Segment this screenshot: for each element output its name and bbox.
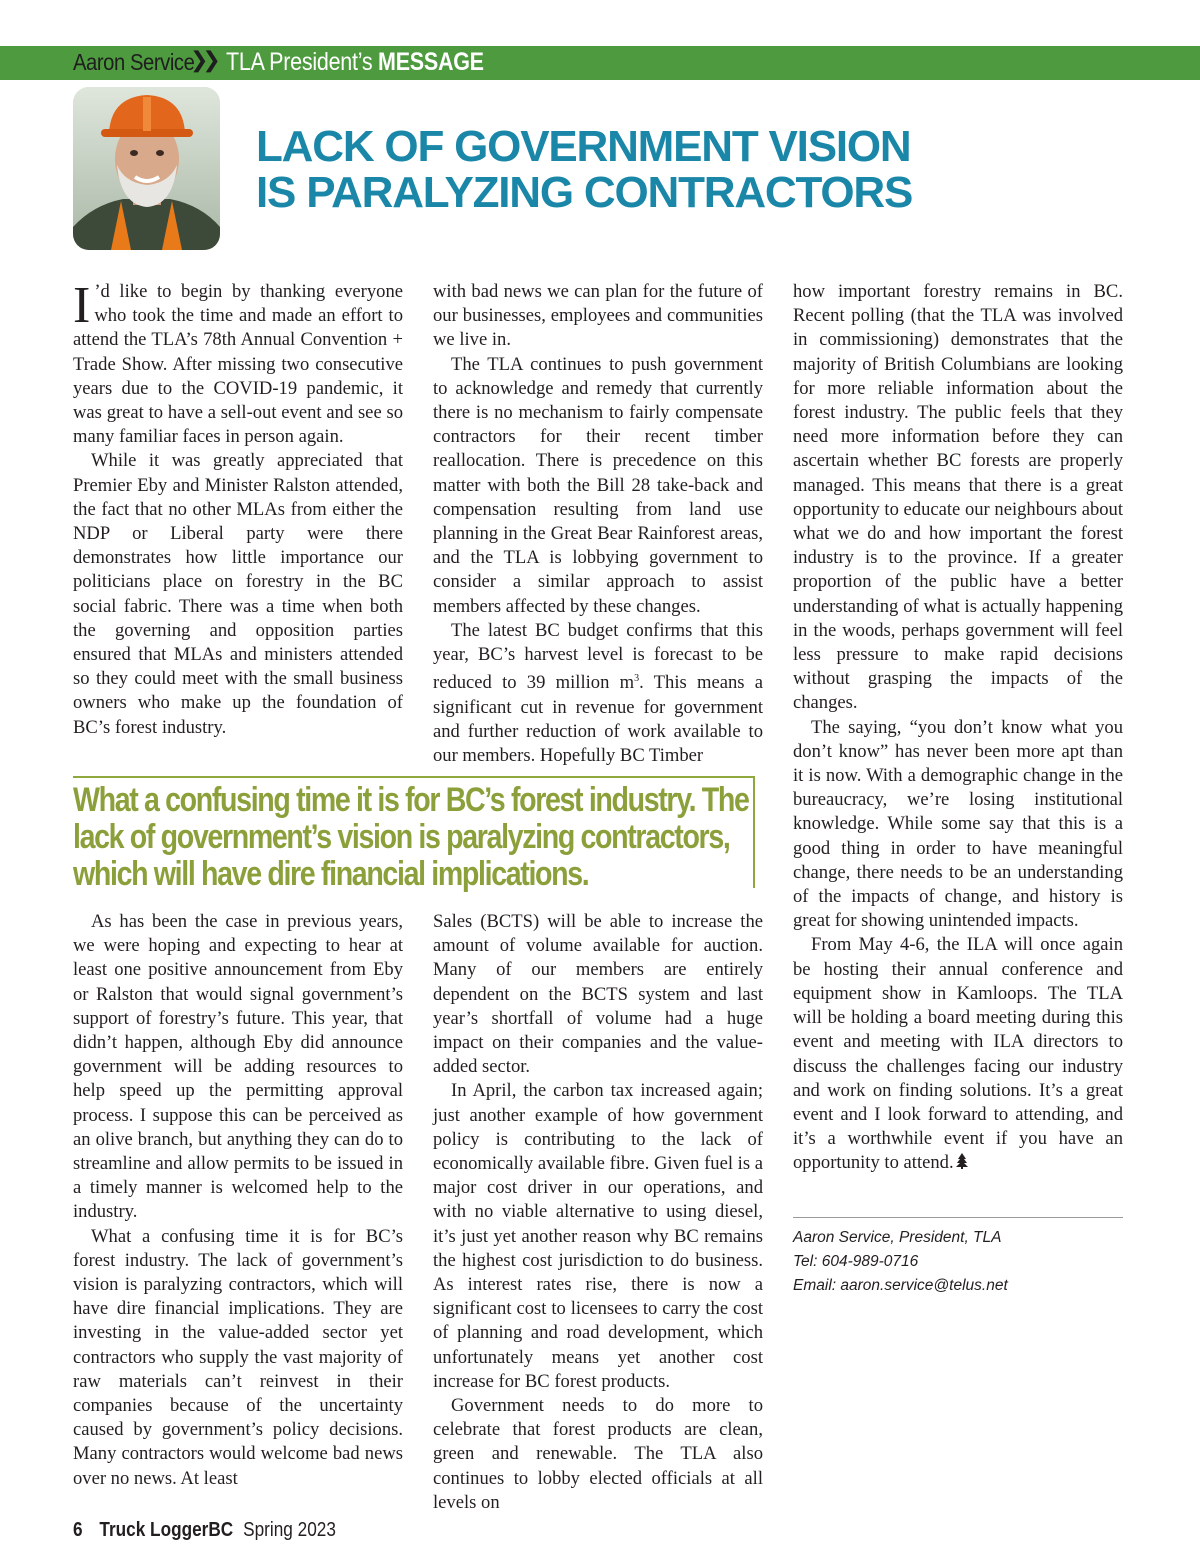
paragraph: The TLA continues to push government to acknowledge and remedy that currently there is no mechanism to fairly compensate contractors for their recent timber reallocation. There is precedence on this matter with both the Bill 28 take-back and compensation resulting from land use planning in the Great Bear Rainforest areas, and the TLA is lobbying government to consider a similar approach to assist members affected by these changes. (433, 353, 763, 617)
paragraph: Sales (BCTS) will be able to increase the amount of volume available for auction. Many of our members are entirely dependent on the BCTS system and last year’s shortfall of volume had a huge impact on their companies and the value-added sector. (433, 911, 763, 1078)
tree-icon (956, 1153, 968, 1169)
page-number: 6 (73, 1519, 83, 1541)
author-photo (73, 87, 220, 250)
issue-label: Spring 2023 (243, 1519, 336, 1541)
paragraph: While it was greatly appreciated that Premier Eby and Minister Ralston attended, the fact that no other MLAs from either the NDP or Liberal party were there demonstrates how little importance our politicians place on forestry in the BC social fabric. There was a time when both the governing and opposition parties ensured that MLAs and ministers attended so they could meet with the small business owners who make up the foundation of BC’s forest industry. (73, 450, 403, 738)
drop-cap: I (73, 277, 91, 334)
paragraph: The saying, “you don’t know what you don’t know” has never been more apt than it is now. With a demographic change in the bureaucracy, we’re losing institutional knowledge. While some say that this is a good thing in order to have meaningful change, there needs to be an understanding of the impacts of change, and history is great for showing unintended impacts. (793, 716, 1123, 932)
paragraph: I ’d like to begin by thanking everyone who took the time and made an effort to attend the TLA’s 78th Annual Convention + Trade Show. After missing two consecutive years due to the COVID-19 pandemic, it was great to have a sell-out event and see so many familiar faces in person again. (73, 277, 403, 448)
page-footer (73, 1519, 336, 1542)
paragraph: As has been the case in previous years, we were hoping and expecting to hear at least one positive announcement from Eby or Ralston that would signal government’s support of forestry’s future. This year, that didn’t happen, although Eby did announce government will be adding resources to help speed up the permitting approval process. I suppose this can be perceived as an olive branch, but anything they can do to streamline and allow permits to be issued in a timely manner is welcomed help to the industry. (73, 911, 403, 1223)
article-title (256, 124, 1156, 216)
column-1-top (73, 277, 403, 740)
author-portrait-image (73, 87, 220, 250)
section-header-bar (0, 46, 1200, 80)
paragraph: The latest BC budget confirms that this year, BC’s harvest level is forecast to be reduced to 39 million $m^3$. This means a significant cut in revenue for government and further reduction of work available to our members. Hopefully BC Timber (433, 619, 763, 767)
pull-quote-line-1: What a confusing time it is for BC’s forest industry. The (73, 781, 749, 819)
paragraph: In April, the carbon tax increased again; just another example of how government policy is contributing to the lack of economically available fibre. Given fuel is a major cost driver in our operations, and with no viable alternative to using diesel, it’s just yet another reason why BC remains the highest cost jurisdiction to do business. As interest rates rise, there is now a significant cost to licensees to carry the cost of planning and road development, which unfortunately means yet another cost increase for BC forest products. (433, 1080, 763, 1392)
column-1-bottom (73, 910, 403, 1491)
pull-quote-line-2: lack of government’s vision is paralyzing contractors, (73, 818, 730, 856)
magazine-name: Truck LoggerBC (99, 1519, 234, 1541)
column-2-top (433, 280, 763, 768)
paragraph: Government needs to do more to celebrate that forest products are clean, green and renewable. The TLA also continues to lobby elected officials at all levels on (433, 1395, 763, 1513)
signature-name: Aaron Service, President, TLA (793, 1229, 1002, 1246)
paragraph: how important forestry remains in BC. Recent polling (that the TLA was involved in commissioning) demonstrates that the majority of British Columbians are looking for more reliable information about the forest industry. The public feels that they need more information before they can ascertain whether BC forests are properly managed. This means that there is a great opportunity to educate our neighbours about what we do and how important the forest industry is to the province. If a greater proportion of the public have a better understanding of what is actually happening in the woods, perhaps government will feel less pressure to make rapid decisions without grasping the impacts of the changes. (793, 281, 1123, 714)
signature-phone: Tel: 604-989-0716 (793, 1253, 919, 1270)
article-title-line-1: LACK OF GOVERNMENT VISION (256, 122, 911, 171)
column-3 (793, 280, 1123, 1176)
paragraph: From May 4-6, the ILA will once again be hosting their annual conference and equipment show in Kamloops. The TLA will be holding a board meeting during this event and meeting with ILA directors to discuss the challenges facing our industry and work on finding solutions. It’s a great event and I look forward to attending, and it’s a worthwhile event if you have an opportunity to attend. (793, 934, 1123, 1174)
pull-quote-line-3: which will have dire financial implications. (73, 855, 589, 893)
article-title-line-2: IS PARALYZING CONTRACTORS (256, 168, 913, 217)
pull-quote (73, 782, 763, 893)
signature-email: Email: aaron.service@telus.net (793, 1277, 1008, 1294)
paragraph: with bad news we can plan for the future of our businesses, employees and communities we live in. (433, 281, 763, 351)
paragraph: What a confusing time it is for BC’s forest industry. The lack of government’s vision is paralyzing contractors, which will have dire financial implications. They are investing in the value-added sector yet contractors who supply the vast majority of raw materials can’t reinvest in their companies because of the uncertainty caused by government’s policy decisions. Many contractors would welcome bad news over no news. At least (73, 1225, 403, 1489)
header-section-title: TLA President’s MESSAGE (226, 48, 484, 76)
column-2-bottom (433, 910, 763, 1515)
author-signature (793, 1217, 1123, 1298)
double-chevron-right-icon: ❯❯ (190, 48, 215, 73)
header-author: Aaron Service (73, 49, 195, 75)
